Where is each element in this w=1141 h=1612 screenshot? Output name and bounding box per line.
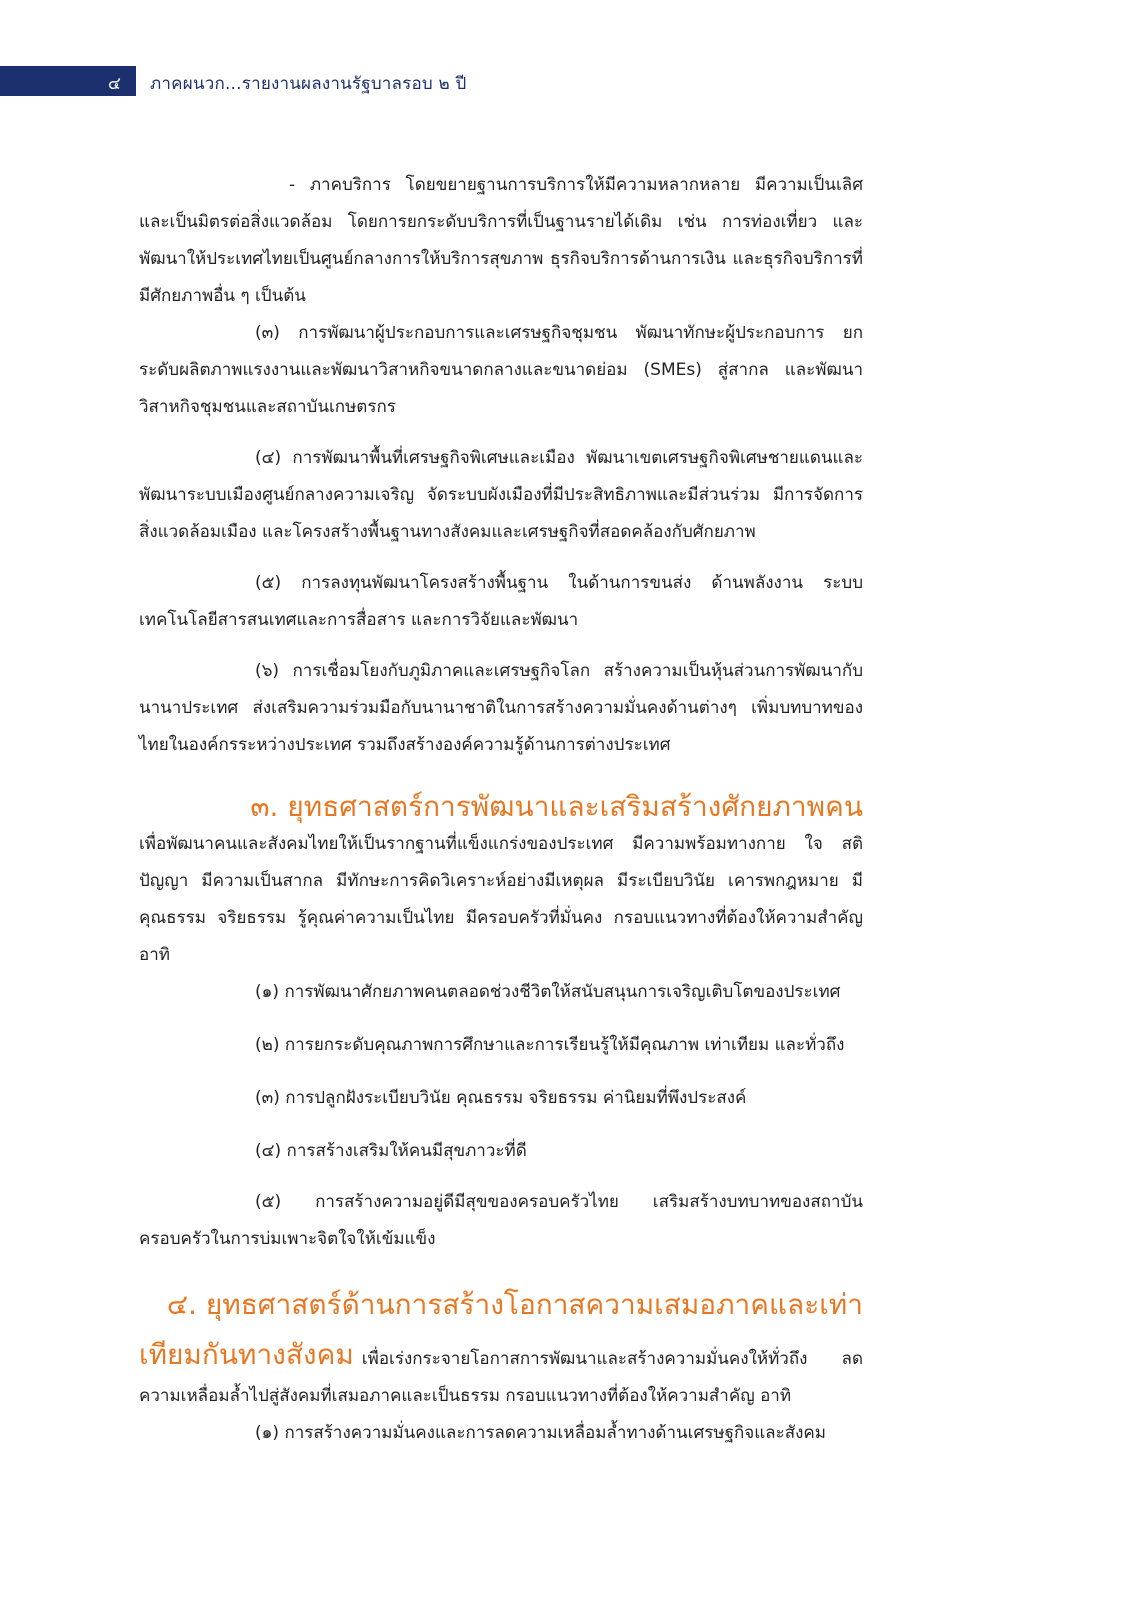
running-header-title: ภาคผนวก...รายงานผลงานรัฐบาลรอบ ๒ ปี xyxy=(150,74,467,94)
section-heading-4-continued: เทียมกันทางสังคม xyxy=(139,1338,354,1371)
list-item: (๓) การปลูกฝังระเบียบวินัย คุณธรรม จริยธรรม ค่านิยมที่พึงประสงค์ xyxy=(255,1088,747,1108)
section-heading-4: ๔. ยุทธศาสตร์ด้านการสร้างโอกาสความเสมอภาคและเท่า xyxy=(166,1288,863,1321)
paragraph-special-economic-zones: (๔) การพัฒนาพื้นที่เศรษฐกิจพิเศษและเมือง พัฒนาเขตเศรษฐกิจพิเศษชายแดนและพัฒนาระบบเมืองศูนย์กลางความเจริญ จัดระบบผังเมืองที่มีประสิทธิภาพและมีส่วนร่วม มีการจัดการสิ่งแวดล้อมเมือง และโครงสร้างพื้นฐานทางสังคมและเศรษฐกิจที่สอดคล้องกับศักยภาพ xyxy=(139,448,863,542)
paragraph-infrastructure-investment: (๕) การลงทุนพัฒนาโครงสร้างพื้นฐาน ในด้านการขนส่ง ด้านพลังงาน ระบบเทคโนโลยีสารสนเทศและการสื่อสาร และการวิจัยและพัฒนา xyxy=(139,573,863,630)
list-item: (๒) การยกระดับคุณภาพการศึกษาและการเรียนรู้ให้มีคุณภาพ เท่าเทียม และทั่วถึง xyxy=(255,1035,845,1055)
list-item: (๑) การพัฒนาศักยภาพคนตลอดช่วงชีวิตให้สนับสนุนการเจริญเติบโตของประเทศ xyxy=(255,982,841,1002)
paragraph-regional-connectivity: (๖) การเชื่อมโยงกับภูมิภาคและเศรษฐกิจโลก สร้างความเป็นหุ้นส่วนการพัฒนากับนานาประเทศ ส่งเสริมความร่วมมือกับนานาชาติในการสร้างความมั่นคงด้านต่างๆ เพิ่มบทบาทของไทยในองค์กรระหว่างประเทศ รวมถึงสร้างองค์ความรู้ด้านการต่างประเทศ xyxy=(139,661,863,755)
paragraph-human-potential-intro: เพื่อพัฒนาคนและสังคมไทยให้เป็นรากฐานที่แข็งแกร่งของประเทศ มีความพร้อมทางกาย ใจ สติปัญญา มีความเป็นสากล มีทักษะการคิดวิเคราะห์อย่างมีเหตุผล มีระเบียบวินัย เคารพกฎหมาย มีคุณธรรม จริยธรรม รู้คุณค่าความเป็นไทย มีครอบครัวที่มั่นคง กรอบแนวทางที่ต้องให้ความสำคัญ อาทิ xyxy=(139,834,863,965)
list-item: (๔) การสร้างเสริมให้คนมีสุขภาวะที่ดี xyxy=(255,1141,527,1161)
section-heading-3: ๓. ยุทธศาสตร์การพัฒนาและเสริมสร้างศักยภาพคน xyxy=(250,790,863,823)
paragraph-equality-intro xyxy=(139,1336,863,1415)
list-item: (๑) การสร้างความมั่นคงและการลดความเหลื่อมล้ำทางด้านเศรษฐกิจและสังคม xyxy=(255,1423,826,1443)
paragraph-service-sector: - ภาคบริการ โดยขยายฐานการบริการให้มีความหลากหลาย มีความเป็นเลิศและเป็นมิตรต่อสิ่งแวดล้อม โดยการยกระดับบริการที่เป็นฐานรายได้เดิม เช่น การท่องเที่ยว และพัฒนาให้ประเทศไทยเป็นศูนย์กลางการให้บริการสุขภาพ ธุรกิจบริการด้านการเงิน และธุรกิจบริการที่มีศักยภาพอื่น ๆ เป็นต้น xyxy=(139,175,863,306)
page-number: ๔ xyxy=(108,74,121,94)
paragraph-entrepreneur-development: (๓) การพัฒนาผู้ประกอบการและเศรษฐกิจชุมชน พัฒนาทักษะผู้ประกอบการ ยกระดับผลิตภาพแรงงานและพัฒนาวิสาหกิจขนาดกลางและขนาดย่อม (SMEs) สู่สากล และพัฒนาวิสาหกิจชุมชนและสถาบันเกษตรกร xyxy=(139,323,863,417)
equality-intro-text: เพื่อเร่งกระจายโอกาสการพัฒนาและสร้างความมั่นคงให้ทั่วถึง ลดความเหลื่อมล้ำไปสู่สังคมที่เสมอภาคและเป็นธรรม กรอบแนวทางที่ต้องให้ความสำคัญ อาทิ xyxy=(139,1349,863,1406)
paragraph-family-wellbeing: (๕) การสร้างความอยู่ดีมีสุขของครอบครัวไทย เสริมสร้างบทบาทของสถาบันครอบครัวในการบ่มเพาะจิตใจให้เข้มแข็ง xyxy=(139,1192,863,1249)
human-potential-list xyxy=(139,974,863,1170)
page-body xyxy=(139,167,863,1452)
